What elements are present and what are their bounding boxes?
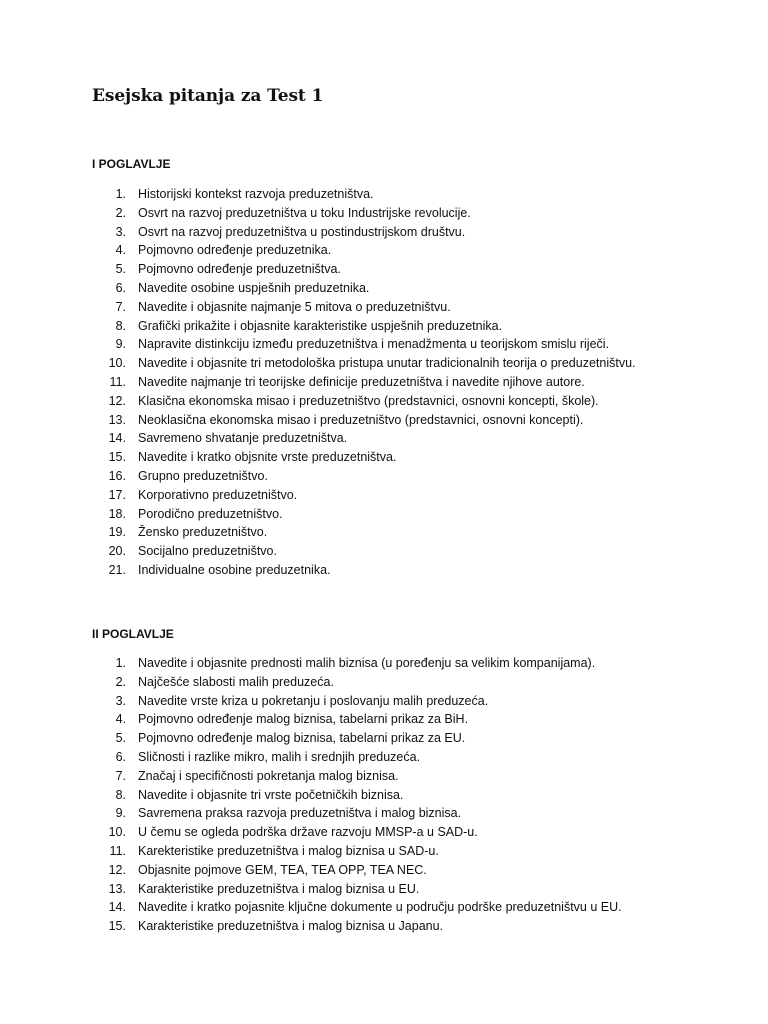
list-item xyxy=(0,354,720,373)
question-number: 12. xyxy=(108,862,126,877)
question-number: 3. xyxy=(115,693,126,708)
list-item xyxy=(0,710,720,729)
list-item xyxy=(0,411,720,430)
list-item xyxy=(0,786,720,805)
section-heading-2: II POGLAVLJE xyxy=(92,627,174,641)
question-text: Navedite osobine uspješnih preduzetnika. xyxy=(138,280,370,295)
question-number: 18. xyxy=(108,506,126,521)
question-text: Navedite i objasnite tri vrste početničkih biznisa. xyxy=(138,787,404,802)
question-text: Karakteristike preduzetništva i malog biznisa u Japanu. xyxy=(138,919,444,934)
question-number: 20. xyxy=(108,544,126,559)
question-text: Značaj i specifičnosti pokretanja malog biznisa. xyxy=(138,768,399,783)
question-text: Navedite i objasnite prednosti malih biznisa (u poređenju sa velikim kompanijama). xyxy=(138,656,596,670)
list-item xyxy=(0,767,720,786)
question-list-1 xyxy=(0,185,720,580)
question-number: 17. xyxy=(108,487,126,502)
list-item xyxy=(0,654,720,673)
question-number: 2. xyxy=(115,205,126,220)
list-item xyxy=(0,317,720,336)
question-number: 13. xyxy=(108,412,126,427)
question-number: 8. xyxy=(115,787,126,802)
question-text: Navedite najmanje tri teorijske definicije preduzetništva i navedite njihove autore. xyxy=(138,374,585,389)
question-number: 12. xyxy=(108,393,126,408)
list-item xyxy=(0,729,720,748)
question-number: 7. xyxy=(115,299,126,314)
question-text: Pojmovno određenje malog biznisa, tabelarni prikaz za EU. xyxy=(138,731,466,746)
question-text: Neoklasična ekonomska misao i preduzetništvo (predstavnici, osnovni koncepti). xyxy=(138,412,584,427)
question-number: 3. xyxy=(115,224,126,239)
question-text: Osvrt na razvoj preduzetništva u postindustrijskom društvu. xyxy=(138,224,466,239)
question-text: Sličnosti i razlike mikro, malih i srednjih preduzeća. xyxy=(138,749,421,764)
question-number: 14. xyxy=(108,431,126,446)
list-item xyxy=(0,523,720,542)
list-item xyxy=(0,842,720,861)
question-number: 10. xyxy=(108,356,126,371)
list-item xyxy=(0,748,720,767)
question-number: 7. xyxy=(115,768,126,783)
question-text: Najčešće slabosti malih preduzeća. xyxy=(138,674,334,689)
question-number: 11. xyxy=(109,843,126,858)
list-item xyxy=(0,823,720,842)
list-item xyxy=(0,373,720,392)
list-item xyxy=(0,392,720,411)
section-heading-1: I POGLAVLJE xyxy=(92,157,171,171)
question-text: Savremena praksa razvoja preduzetništva i malog biznisa. xyxy=(138,806,462,821)
question-number: 8. xyxy=(115,318,126,333)
question-text: Pojmovno određenje preduzetništva. xyxy=(138,262,341,277)
list-item xyxy=(0,467,720,486)
list-item xyxy=(0,505,720,524)
question-text: Navedite vrste kriza u pokretanju i poslovanju malih preduzeća. xyxy=(138,693,489,708)
question-number: 14. xyxy=(108,900,126,915)
question-number: 1. xyxy=(115,187,126,201)
question-text: Pojmovno određenje malog biznisa, tabelarni prikaz za BiH. xyxy=(138,712,469,727)
question-text: Karakteristike preduzetništva i malog biznisa u EU. xyxy=(138,881,420,896)
list-item xyxy=(0,241,720,260)
question-number: 13. xyxy=(108,881,126,896)
question-number: 4. xyxy=(115,712,126,727)
list-item xyxy=(0,804,720,823)
question-number: 4. xyxy=(115,243,126,258)
list-item xyxy=(0,898,720,917)
question-number: 9. xyxy=(115,337,126,352)
question-number: 19. xyxy=(108,525,126,540)
question-number: 10. xyxy=(108,825,126,840)
list-item xyxy=(0,917,720,936)
list-item xyxy=(0,692,720,711)
question-number: 15. xyxy=(108,919,126,934)
question-text: Individualne osobine preduzetnika. xyxy=(138,562,331,577)
list-item xyxy=(0,448,720,467)
question-text: Pojmovno određenje preduzetnika. xyxy=(138,243,332,258)
question-text: Klasična ekonomska misao i preduzetništvo (predstavnici, osnovni koncepti, škole). xyxy=(138,393,599,408)
question-number: 5. xyxy=(115,731,126,746)
question-text: Historijski kontekst razvoja preduzetništva. xyxy=(138,187,374,201)
question-text: Karekteristike preduzetništva i malog biznisa u SAD-u. xyxy=(138,843,439,858)
question-number: 11. xyxy=(109,374,126,389)
list-item xyxy=(0,204,720,223)
question-text: Savremeno shvatanje preduzetništva. xyxy=(138,431,348,446)
list-item xyxy=(0,429,720,448)
question-number: 21. xyxy=(108,562,126,577)
question-number: 1. xyxy=(115,656,126,670)
list-item xyxy=(0,279,720,298)
document-title: Esejska pitanja za Test 1 xyxy=(92,86,324,106)
list-item xyxy=(0,223,720,242)
question-text: Žensko preduzetništvo. xyxy=(138,525,268,540)
list-item xyxy=(0,880,720,899)
question-text: Navedite i kratko pojasnite ključne dokumente u području podrške preduzetništvu u EU. xyxy=(138,900,622,915)
question-text: Osvrt na razvoj preduzetništva u toku Industrijske revolucije. xyxy=(138,205,471,220)
list-item xyxy=(0,673,720,692)
list-item xyxy=(0,298,720,317)
question-number: 16. xyxy=(108,468,126,483)
question-text: Napravite distinkciju između preduzetništva i menadžmenta u teorijskom smislu riječi. xyxy=(138,337,610,352)
list-item xyxy=(0,561,720,580)
question-text: Navedite i objasnite tri metodološka pristupa unutar tradicionalnih teorija o preduzetništvu. xyxy=(138,356,636,371)
question-text: Navedite i kratko objsnite vrste preduzetništva. xyxy=(138,450,397,465)
question-list-2 xyxy=(0,654,720,936)
question-number: 6. xyxy=(115,280,126,295)
question-number: 5. xyxy=(115,262,126,277)
question-text: Grupno preduzetništvo. xyxy=(138,468,268,483)
question-text: Korporativno preduzetništvo. xyxy=(138,487,298,502)
question-text: Grafički prikažite i objasnite karakteristike uspješnih preduzetnika. xyxy=(138,318,503,333)
question-text: Navedite i objasnite najmanje 5 mitova o preduzetništvu. xyxy=(138,299,451,314)
question-number: 6. xyxy=(115,749,126,764)
question-number: 2. xyxy=(115,674,126,689)
list-item xyxy=(0,861,720,880)
question-text: Porodično preduzetništvo. xyxy=(138,506,283,521)
list-item xyxy=(0,185,720,204)
question-text: U čemu se ogleda podrška države razvoju MMSP-a u SAD-u. xyxy=(138,825,478,840)
question-number: 9. xyxy=(115,806,126,821)
question-number: 15. xyxy=(108,450,126,465)
question-text: Objasnite pojmove GEM, TEA, TEA OPP, TEA NEC. xyxy=(138,862,427,877)
list-item xyxy=(0,335,720,354)
question-text: Socijalno preduzetništvo. xyxy=(138,544,277,559)
list-item xyxy=(0,542,720,561)
list-item xyxy=(0,260,720,279)
list-item xyxy=(0,486,720,505)
